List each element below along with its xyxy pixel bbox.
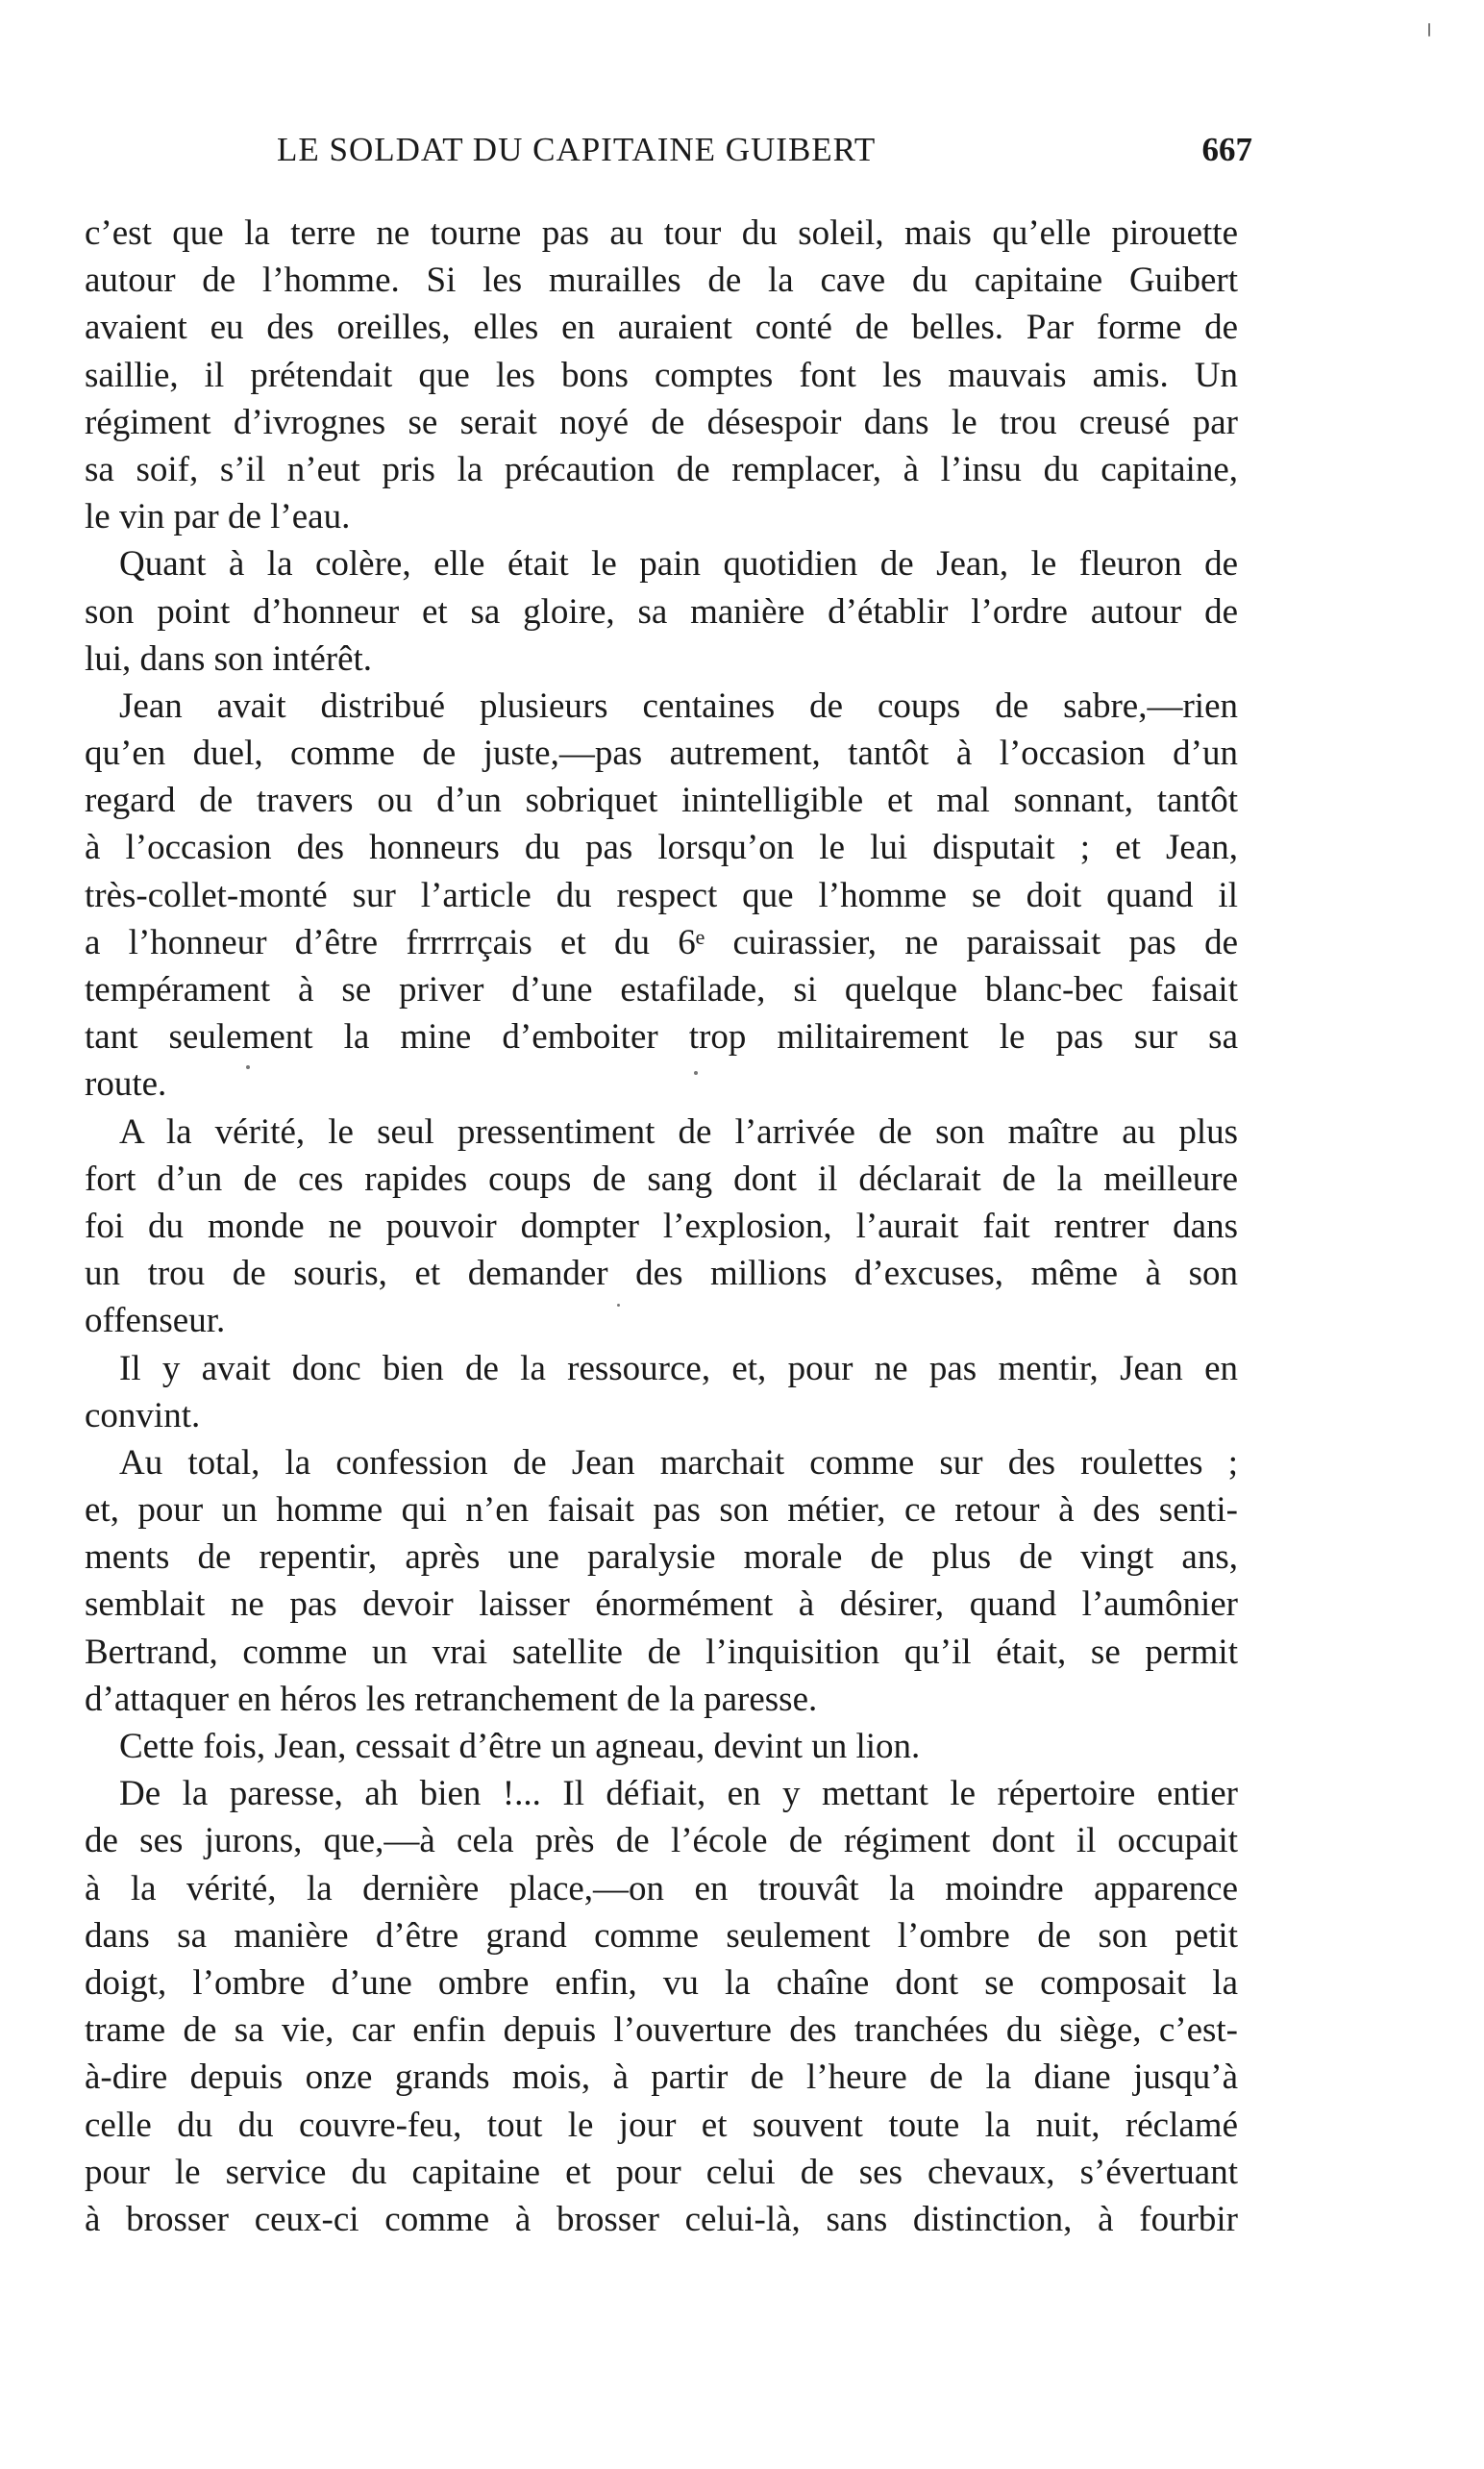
scan-speck (1428, 23, 1430, 37)
scan-speck (694, 1071, 698, 1075)
text-line: c’est que la terre ne tourne pas au tour du soleil, mais qu’elle pirouette (85, 213, 1238, 253)
text-line: fort d’un de ces rapides coups de sang dont il déclarait de la meilleure (85, 1159, 1238, 1199)
text-line: pour le service du capitaine et pour celui de ses chevaux, s’évertuant (85, 2152, 1238, 2192)
paragraph (85, 683, 1238, 1109)
text-line: lui, dans son intérêt. (85, 638, 373, 679)
text-line: sa soif, s’il n’eut pris la précaution de remplacer, à l’insu du capitaine, (85, 449, 1238, 489)
text-line: d’attaquer en héros les retranchement de la paresse. (85, 1679, 818, 1719)
text-line: offenseur. (85, 1301, 226, 1341)
text-line: dans sa manière d’être grand comme seulement l’ombre de son petit (85, 1915, 1238, 1956)
text-line: a l’honneur d’être frrrrrçais et du 6ᵉ cuirassier, ne paraissait pas de (85, 922, 1238, 962)
text-line: régiment d’ivrognes se serait noyé de désespoir dans le trou creusé par (85, 402, 1238, 442)
text-line: à brosser ceux-ci comme à brosser celui-là, sans distinction, à fourbir (85, 2199, 1238, 2239)
text-line: A la vérité, le seul pressentiment de l’arrivée de son maître au plus (119, 1111, 1238, 1152)
body-text (85, 210, 1238, 2243)
text-line: à-dire depuis onze grands mois, à partir de l’heure de la diane jusqu’à (85, 2058, 1238, 2098)
scan-speck (617, 1304, 620, 1307)
text-line: saillie, il prétendait que les bons comptes font les mauvais amis. Un (85, 355, 1238, 395)
text-line: à l’occasion des honneurs du pas lorsqu’on le lui disputait ; et Jean, (85, 828, 1238, 868)
text-line: Au total, la confession de Jean marchait comme sur des roulettes ; (119, 1442, 1238, 1483)
text-line: De la paresse, ah bien !... Il défiait, en y mettant le répertoire entier (119, 1774, 1238, 1814)
text-line: tant seulement la mine d’emboiter trop militairement le pas sur sa (85, 1017, 1238, 1058)
running-head (85, 131, 1252, 179)
text-line: foi du monde ne pouvoir dompter l’explosion, l’aurait fait rentrer dans (85, 1206, 1238, 1246)
text-line: de ses jurons, que,—à cela près de l’école de régiment dont il occupait (85, 1821, 1238, 1861)
paragraph (85, 1109, 1238, 1345)
text-line: le vin par de l’eau. (85, 497, 351, 537)
text-line: convint. (85, 1395, 201, 1435)
paragraph (85, 1345, 1238, 1439)
text-line: qu’en duel, comme de juste,—pas autrement, tantôt à l’occasion d’un (85, 734, 1238, 774)
text-line: autour de l’homme. Si les murailles de la cave du capitaine Guibert (85, 261, 1238, 301)
text-line: celle du du couvre-feu, tout le jour et souvent toute la nuit, réclamé (85, 2105, 1238, 2145)
text-line: avaient eu des oreilles, elles en auraient conté de belles. Par forme de (85, 308, 1238, 348)
text-line: doigt, l’ombre d’une ombre enfin, vu la chaîne dont se composait la (85, 1962, 1238, 2003)
text-line: Cette fois, Jean, cessait d’être un agneau, devint un lion. (119, 1727, 921, 1766)
running-title: LE SOLDAT DU CAPITAINE GUIBERT (277, 131, 877, 168)
text-line: et, pour un homme qui n’en faisait pas son métier, ce retour à des senti- (85, 1490, 1238, 1531)
text-line: Quant à la colère, elle était le pain quotidien de Jean, le fleuron de (119, 544, 1238, 585)
page-number: 667 (1201, 131, 1252, 168)
text-line: tempérament à se priver d’une estafilade, si quelque blanc-bec faisait (85, 970, 1238, 1010)
text-line: route. (85, 1064, 167, 1105)
paragraph (85, 210, 1238, 540)
text-line: ments de repentir, après une paralysie morale de plus de vingt ans, (85, 1537, 1238, 1578)
text-line: Il y avait donc bien de la ressource, et, pour ne pas mentir, Jean en (119, 1348, 1238, 1388)
paragraph (85, 540, 1238, 683)
text-line: à la vérité, la dernière place,—on en trouvât la moindre apparence (85, 1868, 1238, 1908)
text-line: un trou de souris, et demander des millions d’excuses, même à son (85, 1254, 1238, 1294)
paragraph (85, 1439, 1238, 1723)
text-line: très-collet-monté sur l’article du respect que l’homme se doit quand il (85, 875, 1238, 915)
text-line: son point d’honneur et sa gloire, sa manière d’établir l’ordre autour de (85, 591, 1238, 632)
text-line: semblait ne pas devoir laisser énormément à désirer, quand l’aumônier (85, 1584, 1238, 1625)
paragraph (85, 1723, 1238, 1770)
paragraph (85, 1770, 1238, 2243)
scan-speck (246, 1065, 250, 1069)
text-line: trame de sa vie, car enfin depuis l’ouverture des tranchées du siège, c’est- (85, 2010, 1238, 2051)
text-line: Bertrand, comme un vrai satellite de l’inquisition qu’il était, se permit (85, 1632, 1238, 1672)
text-line: regard de travers ou d’un sobriquet inintelligible et mal sonnant, tantôt (85, 781, 1238, 821)
text-line: Jean avait distribué plusieurs centaines de coups de sabre,—rien (119, 686, 1238, 726)
